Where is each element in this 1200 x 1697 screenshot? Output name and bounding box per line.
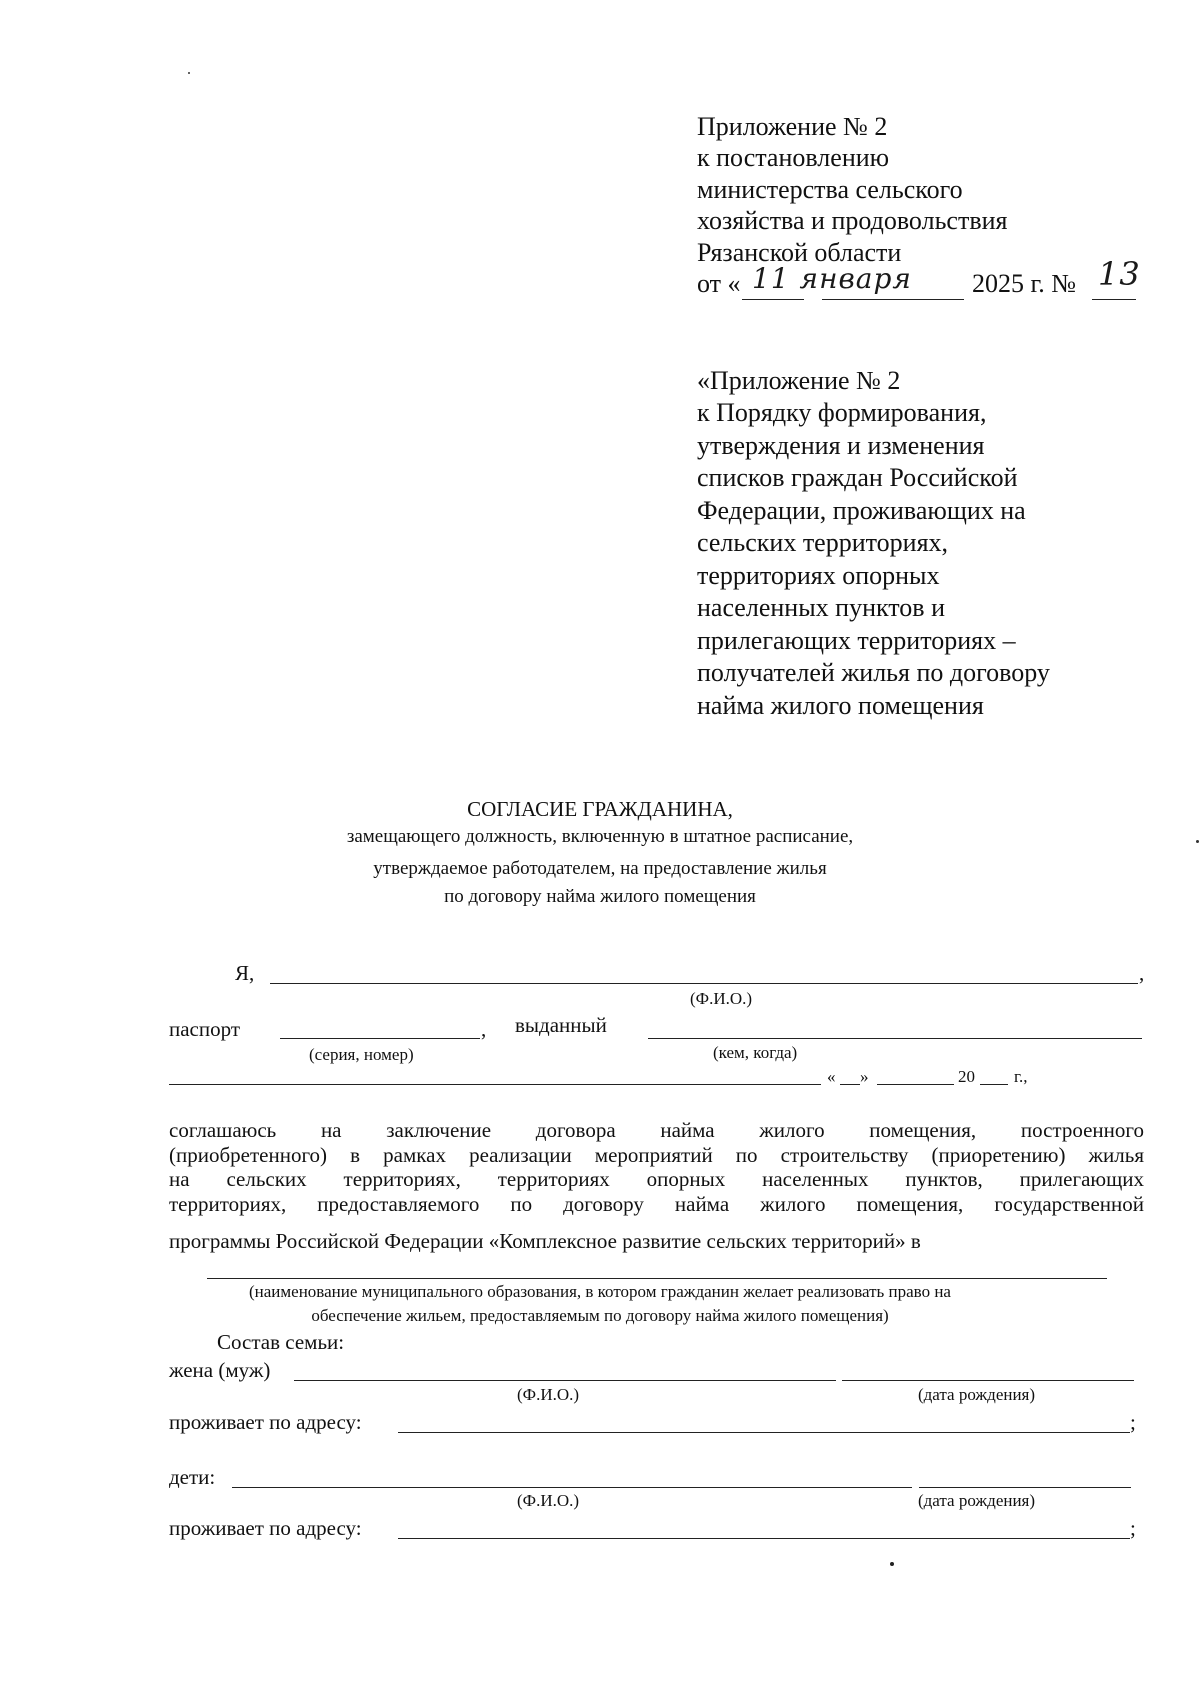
year-suffix: г., <box>1014 1067 1028 1086</box>
spouse-fio-line <box>294 1380 836 1381</box>
spouse-address-line <box>398 1432 1130 1433</box>
date-day-underline <box>742 299 804 300</box>
children-birth-line <box>919 1487 1131 1488</box>
children-fio-line <box>232 1487 912 1488</box>
appendix-line: «Приложение № 2 <box>697 366 901 395</box>
scan-speck <box>890 1562 894 1566</box>
spouse-fio-caption: (Ф.И.О.) <box>517 1385 580 1404</box>
appendix-line: списков граждан Российской <box>697 463 1018 492</box>
date-day-line <box>840 1084 860 1085</box>
appendix-line: территориях опорных <box>697 561 940 590</box>
spouse-label: жена (муж) <box>169 1358 271 1382</box>
document-subtitle-line: утверждаемое работодателем, на предоставление жилья <box>373 858 827 879</box>
spouse-birth-line <box>842 1380 1134 1381</box>
header-date-prefix: от « <box>697 269 741 298</box>
issued-caption: (кем, когда) <box>713 1043 798 1062</box>
number-underline <box>1092 299 1136 300</box>
appendix-line: Федерации, проживающих на <box>697 496 1026 525</box>
family-heading: Состав семьи: <box>217 1330 345 1354</box>
children-birth-caption: (дата рождения) <box>918 1491 1036 1510</box>
municipality-caption-line: обеспечение жильем, предоставляемым по договору найма жилого помещения) <box>311 1306 889 1325</box>
children-address-end: ; <box>1130 1516 1136 1540</box>
issued-label: выданный <box>515 1013 607 1037</box>
series-caption: (серия, номер) <box>309 1045 414 1064</box>
header-line: Рязанской области <box>697 238 902 267</box>
issued-by-line <box>648 1038 1142 1039</box>
appendix-line: прилегающих территориях – <box>697 626 1016 655</box>
header-year-number: 2025 г. № <box>972 269 1077 298</box>
header-line: Приложение № 2 <box>697 112 888 141</box>
handwritten-number: 13 <box>1098 255 1141 293</box>
spouse-birth-caption: (дата рождения) <box>918 1385 1036 1404</box>
spouse-address-end: ; <box>1130 1410 1136 1434</box>
children-address-label: проживает по адресу: <box>169 1516 362 1540</box>
issued-continuation-line <box>169 1084 821 1085</box>
year-line <box>980 1084 1008 1085</box>
date-open-quote: « <box>827 1067 836 1086</box>
header-line: министерства сельского <box>697 175 963 204</box>
appendix-line: получателей жилья по договору <box>697 658 1050 687</box>
i-label: Я, <box>235 961 255 985</box>
passport-label: паспорт <box>169 1017 241 1041</box>
children-label: дети: <box>169 1465 216 1489</box>
date-month-underline <box>822 299 964 300</box>
paragraph-line: на сельских территориях, территориях опорных населенных пунктов, прилегающих <box>169 1167 1144 1191</box>
i-end-comma: , <box>1139 961 1145 985</box>
document-subtitle-line: по договору найма жилого помещения <box>444 886 756 907</box>
year-prefix: 20 <box>958 1067 975 1086</box>
date-close-quote: » <box>860 1067 869 1086</box>
document-title: СОГЛАСИЕ ГРАЖДАНИНА, <box>467 797 733 821</box>
paragraph-line: территориях, предоставляемого по договору найма жилого помещения, государственной <box>169 1192 1144 1216</box>
municipality-line <box>207 1278 1107 1279</box>
header-line: к постановлению <box>697 143 890 172</box>
fio-field-line <box>270 983 1138 984</box>
fio-caption: (Ф.И.О.) <box>690 989 753 1008</box>
appendix-line: найма жилого помещения <box>697 691 984 720</box>
scan-speck <box>1196 840 1199 843</box>
spouse-address-label: проживает по адресу: <box>169 1410 362 1434</box>
children-fio-caption: (Ф.И.О.) <box>517 1491 580 1510</box>
passport-comma: , <box>481 1017 487 1041</box>
scan-speck <box>188 72 190 74</box>
paragraph-last-line: программы Российской Федерации «Комплексное развитие сельских территорий» в <box>169 1229 921 1253</box>
appendix-line: населенных пунктов и <box>697 593 945 622</box>
handwritten-date: 11 января <box>752 262 912 295</box>
paragraph-line: соглашаюсь на заключение договора найма жилого помещения, построенного <box>169 1118 1144 1142</box>
document-subtitle-line: замещающего должность, включенную в штатное расписание, <box>346 826 854 847</box>
municipality-caption-line: (наименование муниципального образования, в котором гражданин желает реализовать право на <box>249 1282 951 1301</box>
date-month-line <box>877 1084 954 1085</box>
header-line: хозяйства и продовольствия <box>697 206 1008 235</box>
children-address-line <box>398 1538 1130 1539</box>
appendix-line: сельских территориях, <box>697 528 949 557</box>
paragraph-line: (приобретенного) в рамках реализации мероприятий по строительству (приоретению) жилья <box>169 1143 1144 1167</box>
appendix-line: утверждения и изменения <box>697 431 985 460</box>
passport-series-line <box>280 1038 480 1039</box>
appendix-line: к Порядку формирования, <box>697 398 987 427</box>
